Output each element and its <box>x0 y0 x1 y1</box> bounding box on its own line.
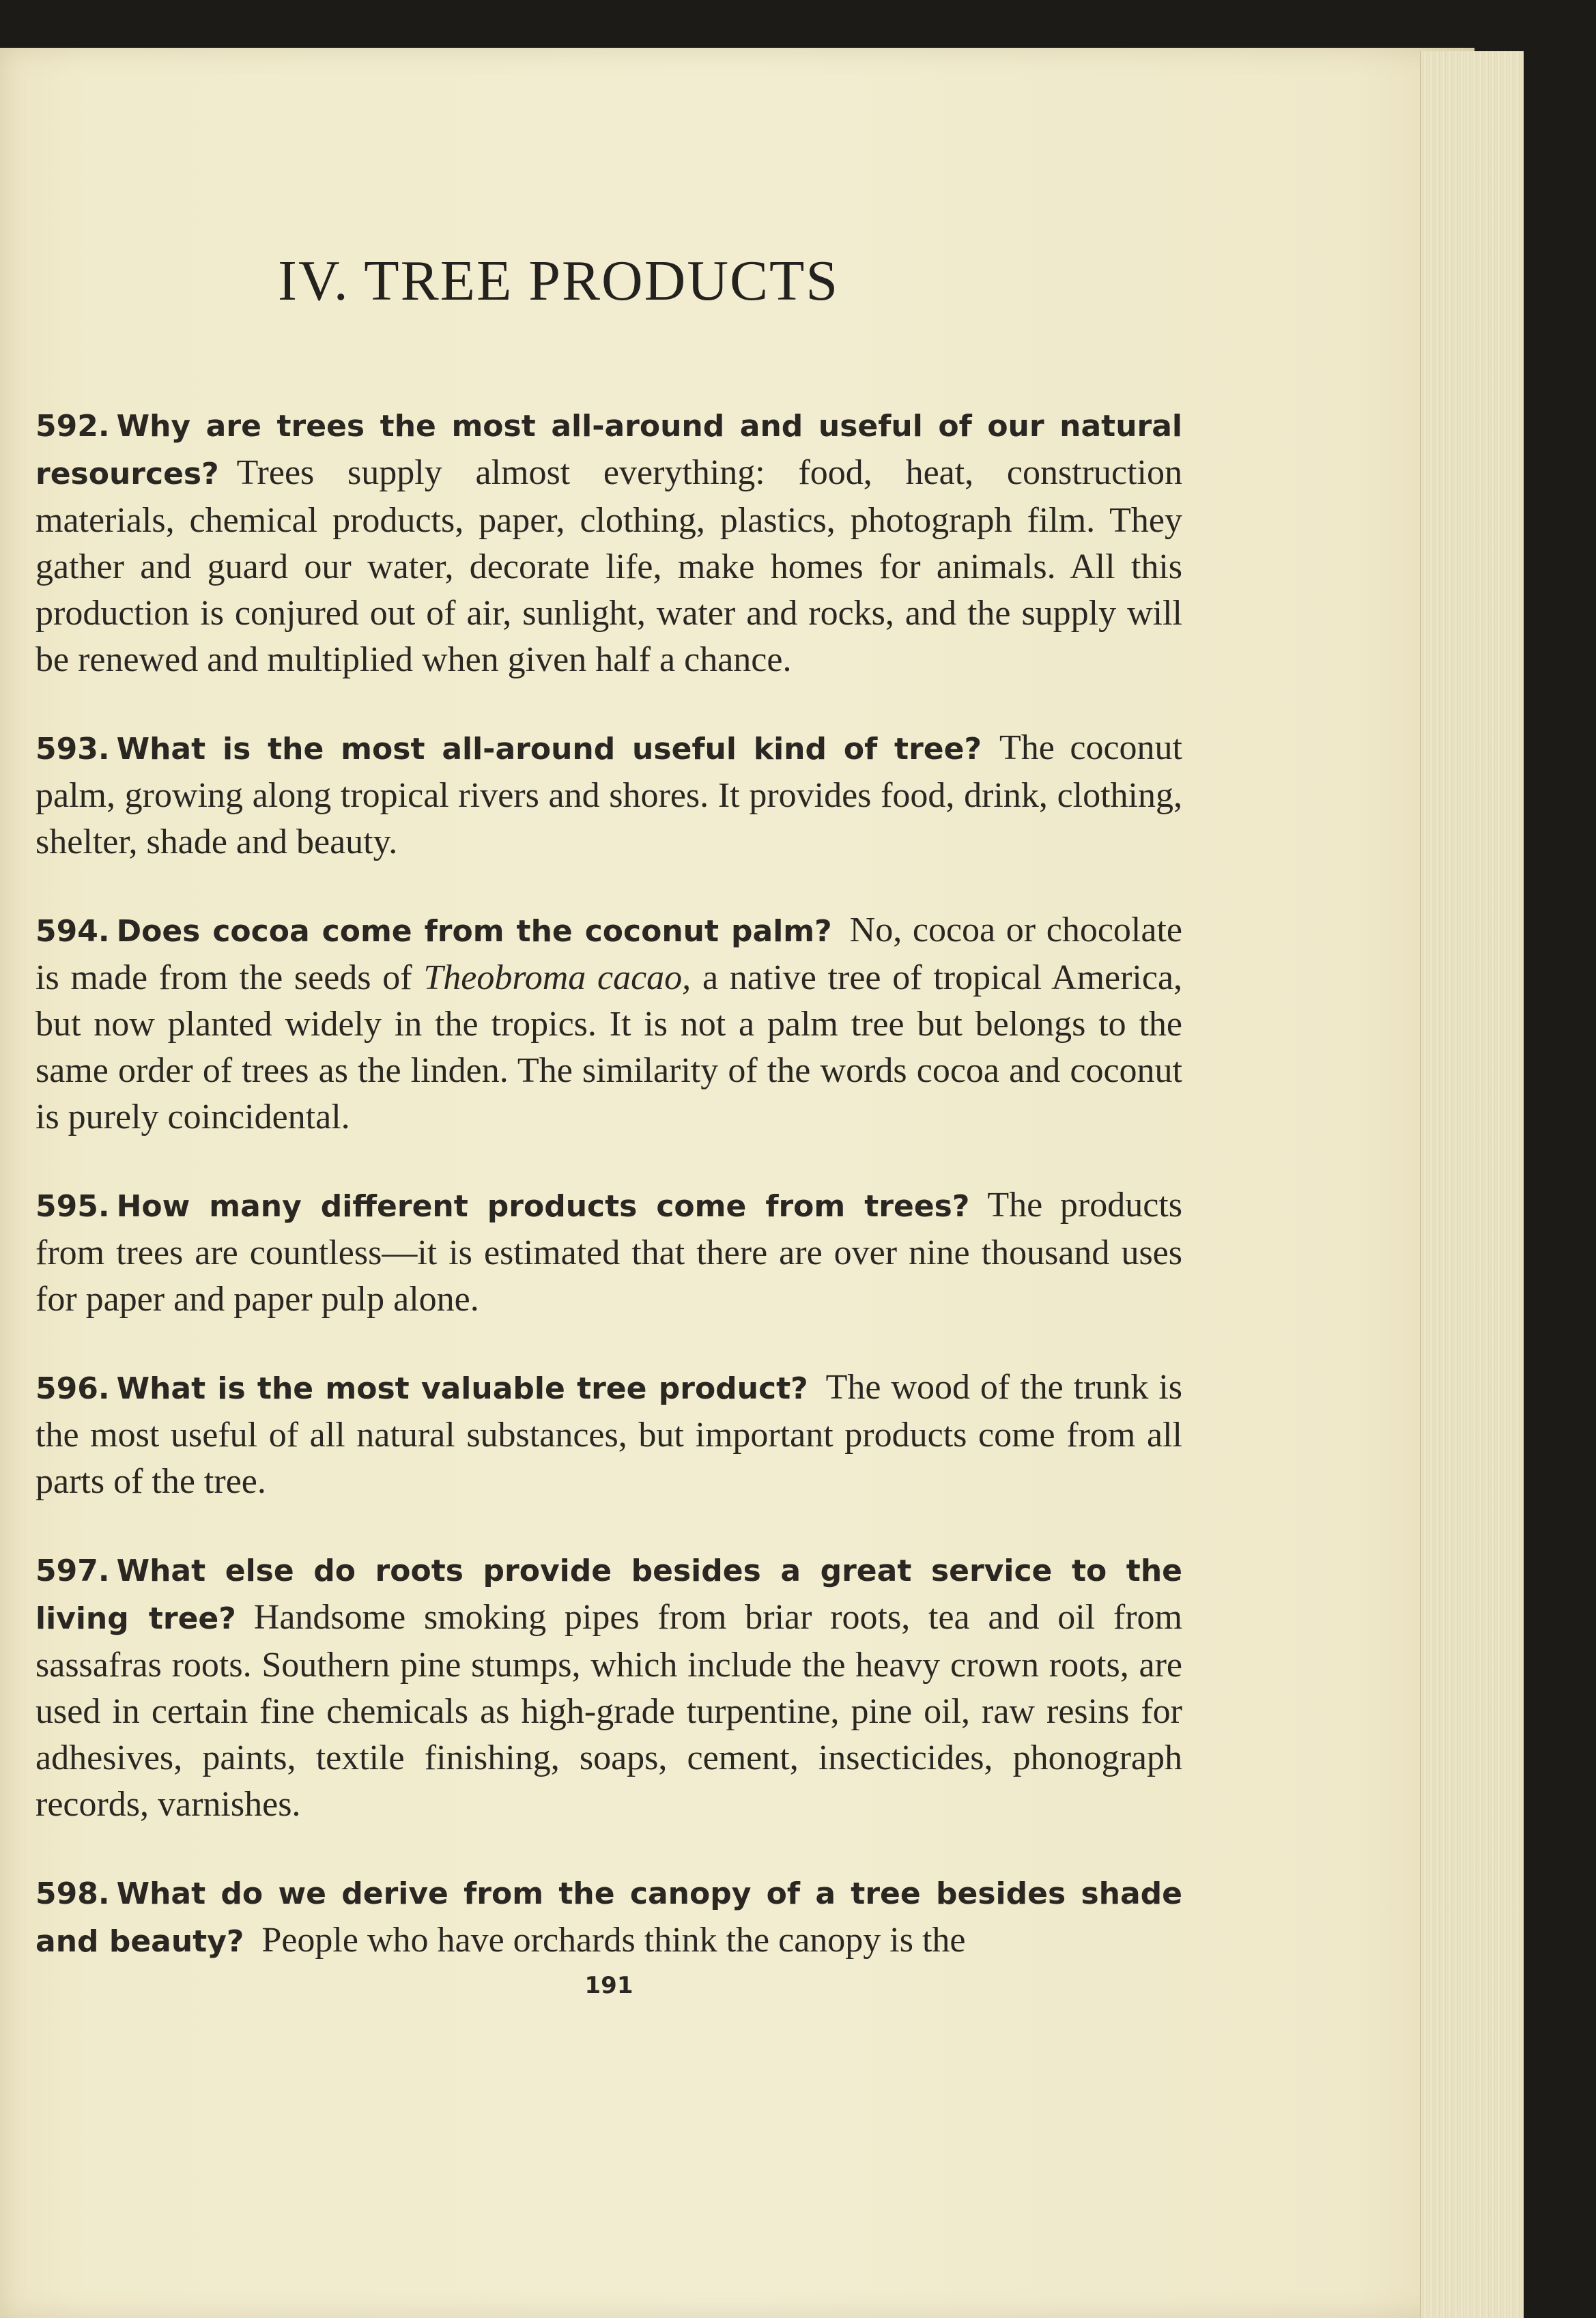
page-content <box>35 249 1183 1999</box>
entry-number: 597. <box>35 1554 110 1588</box>
entry-question: What is the most all-around useful kind of tree? <box>116 732 982 767</box>
entry-594 <box>35 907 1182 1141</box>
entry-596 <box>35 1364 1182 1505</box>
page-block-edge <box>1420 51 1524 2318</box>
entry-number: 598. <box>35 1876 110 1911</box>
entry-593 <box>35 725 1182 865</box>
entry-answer: Handsome smoking pipes from briar roots, tea and oil from sassafras roots. Southern pine stumps, which include the heavy crown roots, are used in certain fine chemicals as high-grade turpentine, pine oil, raw resins for adhesives, paints, textile finishing, soaps, cement, insecticides, phonograph records, varnishes. <box>35 1598 1182 1824</box>
page-number: 191 <box>584 1972 633 1999</box>
entry-597 <box>35 1547 1182 1828</box>
entry-answer: The coconut palm, growing along tropical rivers and shores. It provides food, drink, clothing, shelter, shade and beauty. <box>35 728 1182 861</box>
entry-answer-italic: Theobroma cacao, <box>423 958 692 997</box>
entry-number: 595. <box>35 1189 110 1224</box>
entry-592 <box>35 402 1182 683</box>
entry-answer: Trees supply almost everything: food, heat, construction materials, chemical products, paper, clothing, plastics, photograph film. They gather and guard our water, decorate life, make homes for animals. All this production is conjured out of air, sunlight, water and rocks, and the supply will be renewed and multiplied when given half a chance. <box>35 453 1182 679</box>
chapter-title: IV. TREE PRODUCTS <box>278 249 840 313</box>
entry-question: What else do roots provide besides a great service to the living tree? <box>35 1554 1182 1636</box>
entry-answer: The wood of the trunk is the most useful of all natural substances, but important products come from all parts of the tree. <box>35 1368 1183 1501</box>
entry-question: What is the most valuable tree product? <box>116 1371 808 1406</box>
entry-number: 592. <box>35 409 110 444</box>
entry-answer: The products from trees are countless—it is estimated that there are over nine thousand uses for paper and paper pulp alone. <box>35 1186 1182 1319</box>
entry-number: 594. <box>35 914 110 949</box>
entry-question: What do we derive from the canopy of a tree besides shade and beauty? <box>35 1876 1182 1959</box>
entry-number: 596. <box>35 1371 110 1406</box>
entry-answer: People who have orchards think the canopy is the <box>261 1921 966 1960</box>
entry-598 <box>35 1870 1182 1965</box>
entry-answer-before: No, cocoa or chocolate is made from the seeds of <box>35 911 1182 997</box>
entry-question: Why are trees the most all-around and useful of our natural resources? <box>35 409 1182 491</box>
entry-question: How many different products come from trees? <box>116 1189 970 1224</box>
entry-question: Does cocoa come from the coconut palm? <box>116 914 832 949</box>
entry-number: 593. <box>35 732 110 767</box>
entry-answer-after: a native tree of tropical America, but now planted widely in the tropics. It is not a palm tree but belongs to the same order of trees as the linden. The similarity of the words cocoa and coconut is purely coincidental. <box>35 958 1183 1136</box>
entry-595 <box>35 1182 1182 1323</box>
